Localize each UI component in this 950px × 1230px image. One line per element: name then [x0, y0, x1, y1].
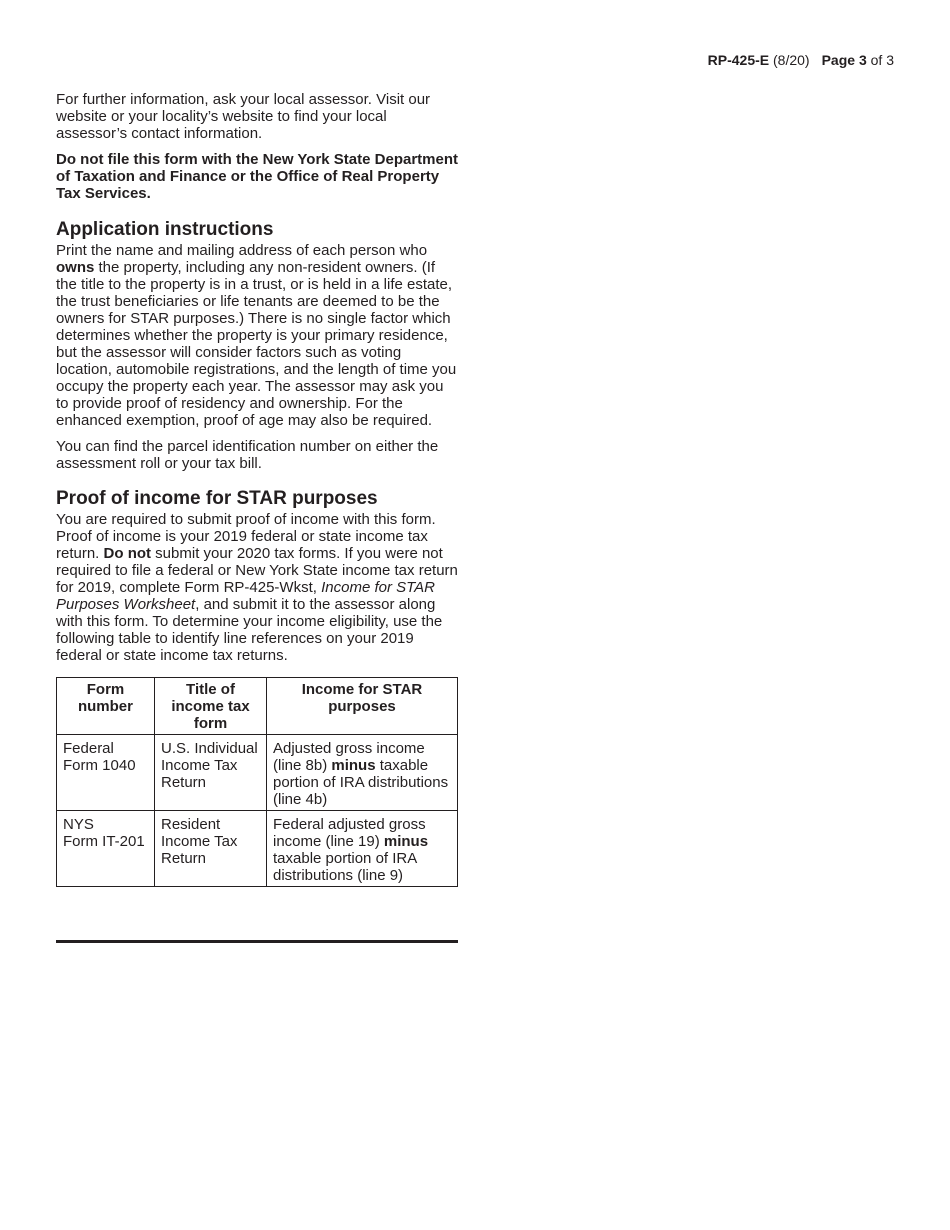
text-span: Resident	[161, 816, 221, 833]
header-form-number: Form number	[57, 678, 155, 735]
table-row	[57, 811, 458, 887]
header-title: Title of income tax form	[155, 678, 267, 735]
text-span: taxable portion of IRA distributions (line 9)	[273, 850, 417, 884]
owns-emphasis: owns	[56, 259, 95, 276]
cell-income	[267, 811, 458, 887]
application-instructions-heading: Application instructions	[56, 219, 274, 240]
text-span: Form 1040	[63, 757, 136, 774]
text-span: Print the name and mailing address of each person who	[56, 242, 428, 259]
proof-of-income-paragraph	[56, 511, 458, 664]
cell-form-number	[57, 735, 155, 811]
table-header-row	[57, 678, 458, 735]
worksheet-title: Income for STAR Purposes Worksheet	[56, 579, 436, 613]
text-span: taxable portion of IRA distributions (line 4b)	[273, 757, 449, 808]
application-instructions-paragraph	[56, 242, 458, 429]
section-divider	[56, 940, 458, 943]
minus-emphasis: minus	[331, 757, 376, 774]
text-span: Return	[161, 774, 207, 791]
proof-of-income-heading: Proof of income for STAR purposes	[56, 488, 378, 509]
text-span: Federal	[63, 740, 114, 757]
page-of: of 3	[870, 52, 894, 68]
text-span: Adjusted gross income (line 8b)	[273, 740, 425, 774]
page-number: 3	[858, 52, 867, 68]
page-label: Page	[821, 52, 856, 68]
cell-title	[155, 735, 267, 811]
text-span: U.S. Individual	[161, 740, 258, 757]
do-not-file-notice: Do not file this form with the New York State Department of Taxation and Finance or the Office of Real Property Tax Services.	[56, 151, 458, 202]
form-id: RP-425-E	[707, 52, 770, 68]
text-span: Income Tax	[161, 757, 238, 774]
cell-income	[267, 735, 458, 811]
do-not-emphasis: Do not	[103, 545, 152, 562]
text-span: You are required to submit proof of income with this form. Proof of income is your 2019 federal or state income tax return.	[56, 511, 436, 562]
text-span: Federal adjusted gross income (line 19)	[273, 816, 426, 850]
main-column	[56, 91, 458, 887]
text-span: Form IT-201	[63, 833, 145, 850]
text-span: Return	[161, 850, 207, 867]
minus-emphasis: minus	[383, 833, 429, 850]
header-income: Income for STAR purposes	[267, 678, 458, 735]
text-span: , and submit it to the assessor along with this form. To determine your income eligibility, use the following table to identify line references on your 2019 federal or state income tax returns.	[56, 596, 443, 664]
form-date: (8/20)	[773, 52, 810, 68]
parcel-id-paragraph: You can find the parcel identification number on either the assessment roll or your tax bill.	[56, 438, 439, 472]
cell-form-number	[57, 811, 155, 887]
page-header	[708, 52, 894, 68]
text-span: the property, including any non-resident owners. (If the title to the property is in a trust, or is held in a life estate, the trust beneficiaries or life tenants are deemed to be the owners for STAR purposes.) There is no single factor which determines whether the property is your primary residence, but the assessor will consider factors such as voting location, automobile registrations, and the length of time you occupy the property each year. The assessor may ask you to provide proof of residency and ownership. For the enhanced exemption, proof of age may also be required.	[56, 259, 457, 429]
text-span: submit your 2020 tax forms. If you were not required to file a federal or New York State income tax return for 2019, complete Form RP-425-Wkst,	[56, 545, 458, 596]
text-span: Income Tax	[161, 833, 238, 850]
cell-title	[155, 811, 267, 887]
further-info-paragraph: For further information, ask your local assessor. Visit our website or your locality’s website to find your local assessor’s contact information.	[56, 91, 431, 142]
text-span: NYS	[63, 816, 94, 833]
table-row	[57, 735, 458, 811]
income-reference-table	[56, 677, 458, 887]
